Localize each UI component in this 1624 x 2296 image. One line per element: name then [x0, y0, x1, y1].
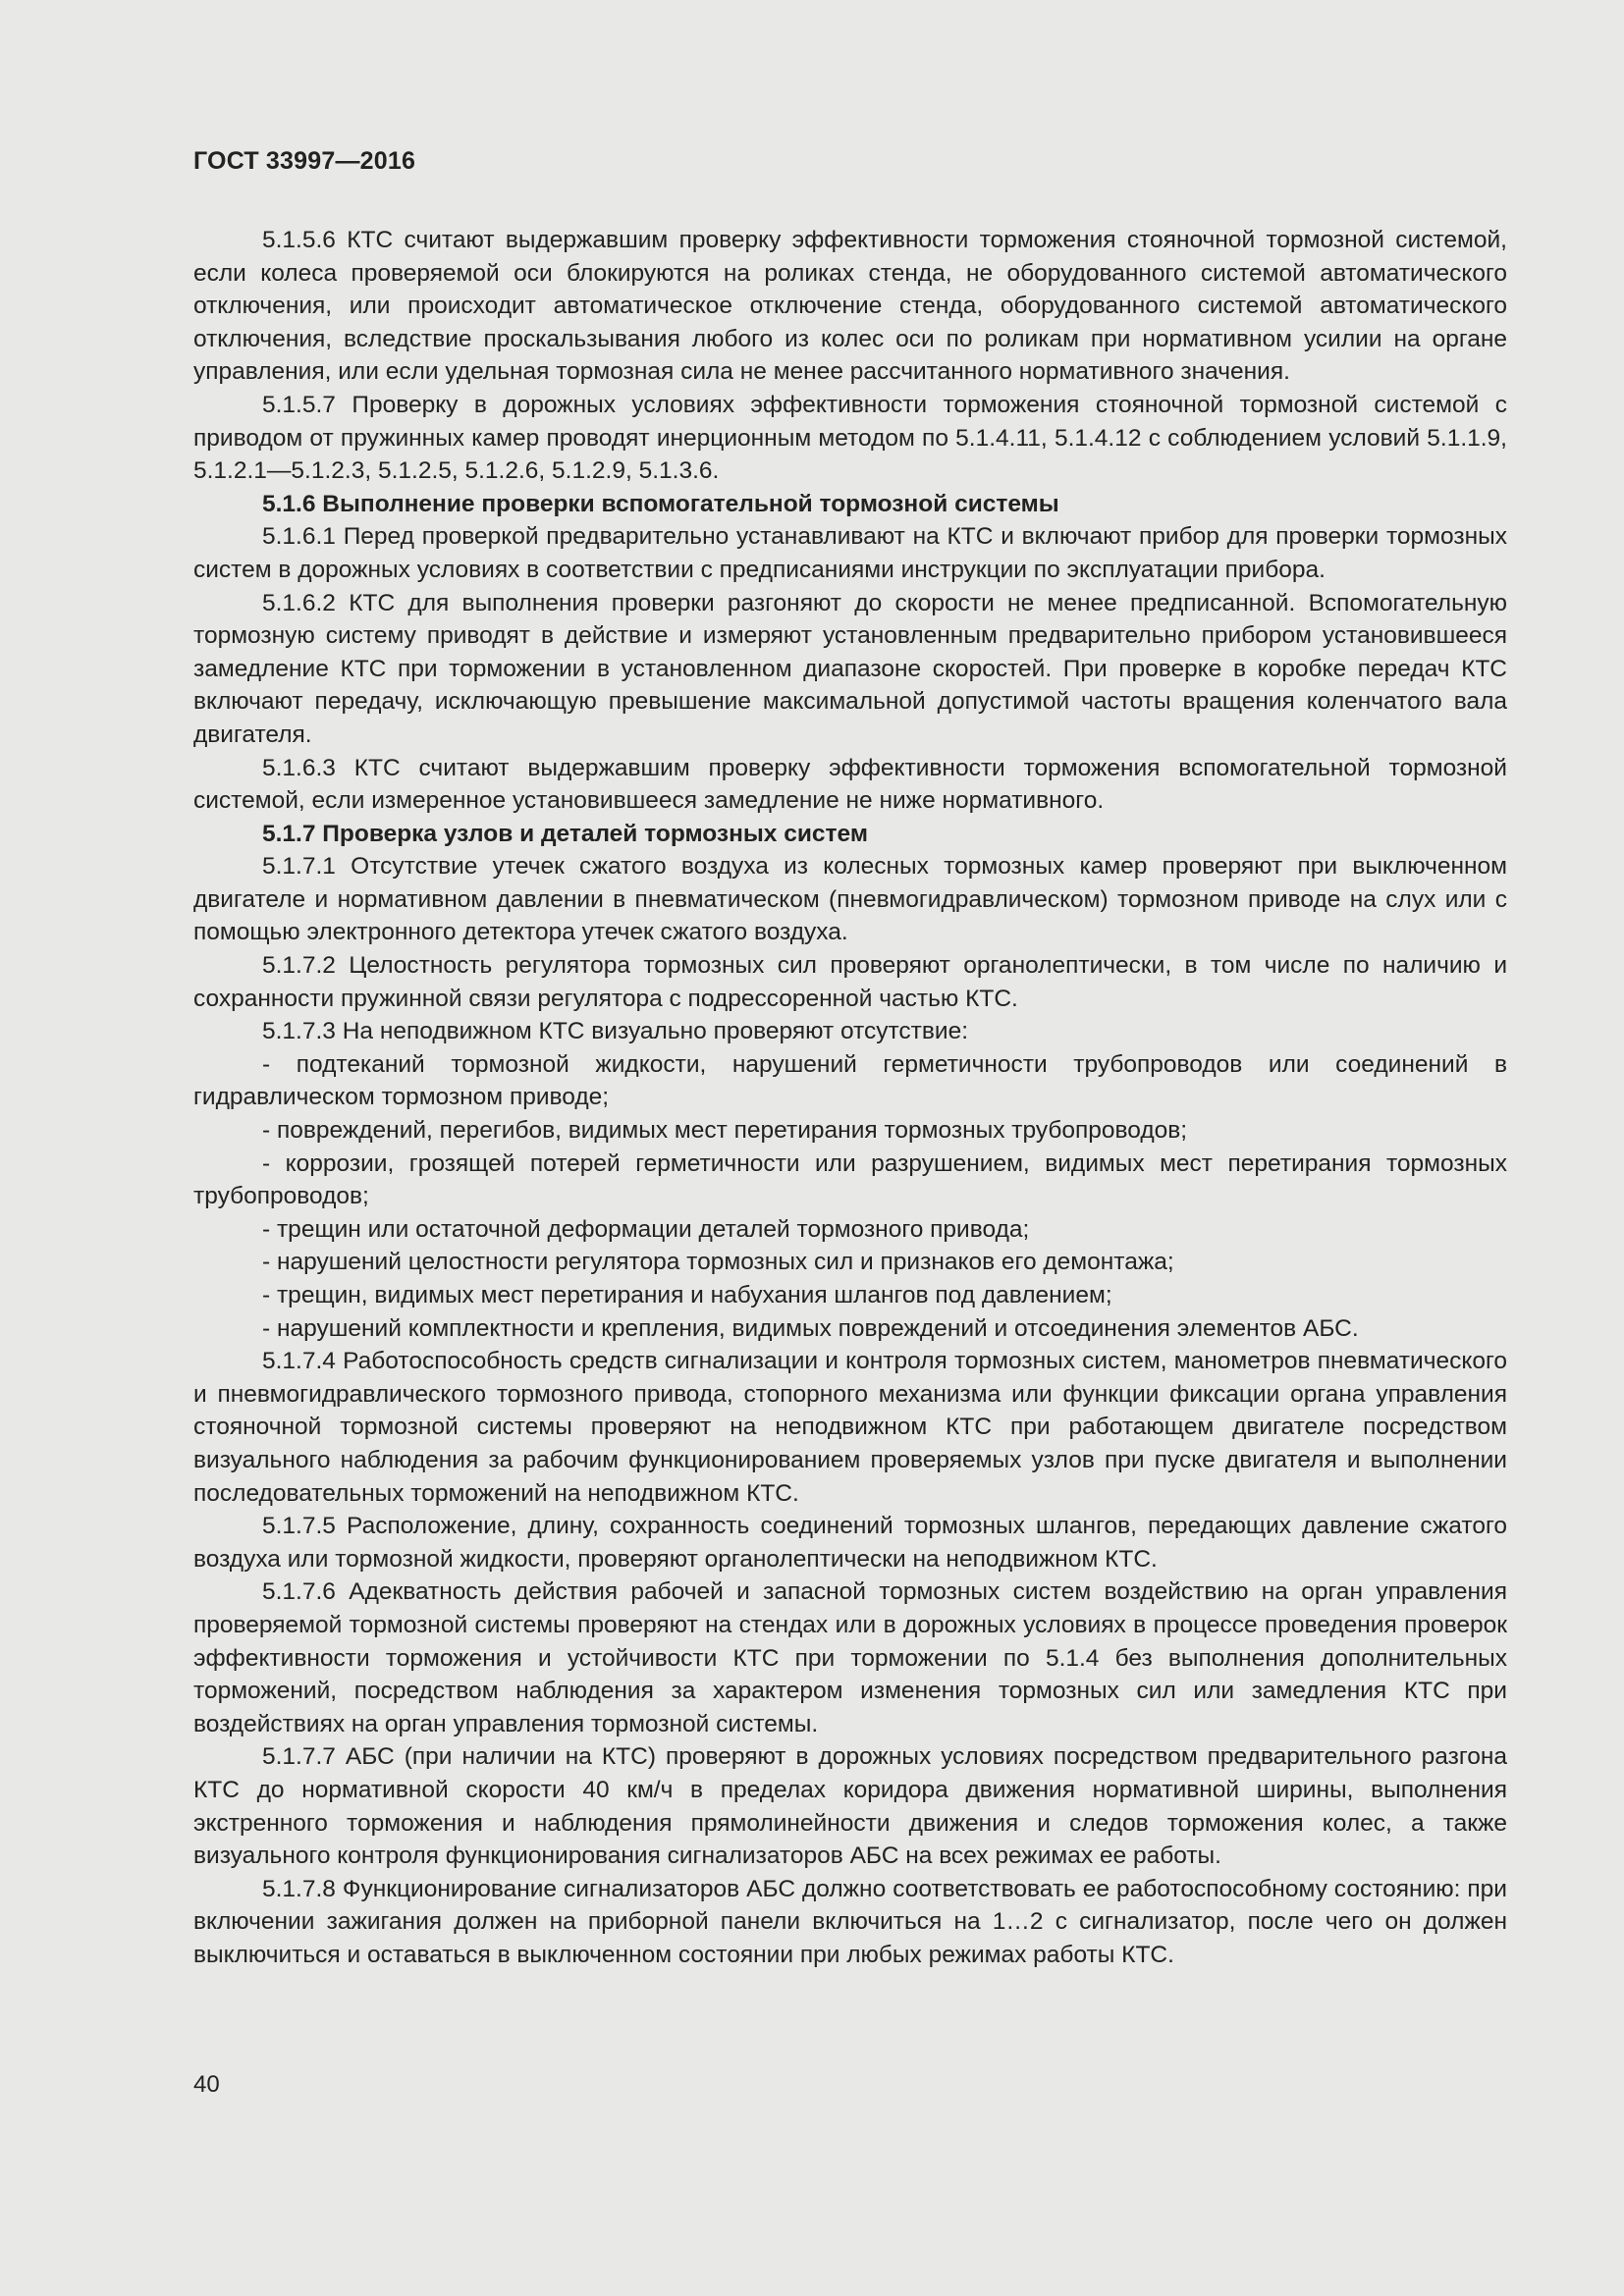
- section-heading-5-1-6: 5.1.6 Выполнение проверки вспомогательной тормозной системы: [262, 490, 1059, 517]
- paragraph-5-1-5-7: 5.1.5.7 Проверку в дорожных условиях эффективности торможения стояночной тормозной системой с приводом от пружинных камер проводят инерционным методом по 5.1.4.11, 5.1.4.12 с соблюдением условий 5.1.1.9, 5.1.2.1—5.1.2.3, 5.1.2.5, 5.1.2.6, 5.1.2.9, 5.1.3.6.: [193, 391, 1507, 485]
- document-body: [193, 224, 1507, 1971]
- paragraph-5-1-7-7: 5.1.7.7 АБС (при наличии на КТС) проверяют в дорожных условиях посредством предварительного разгона КТС до нормативной скорости 40 км/ч в пределах коридора движения нормативной ширины, выполнения экстренного торможения и наблюдения прямолинейности движения и следов торможения колес, а также визуального контроля функционирования сигнализаторов АБС на всех режимах ее работы.: [193, 1743, 1507, 1870]
- list-item: - трещин, видимых мест перетирания и набухания шлангов под давлением;: [262, 1282, 1112, 1308]
- list-item: - повреждений, перегибов, видимых мест перетирания тормозных трубопроводов;: [262, 1117, 1188, 1145]
- paragraph-5-1-7-8: 5.1.7.8 Функционирование сигнализаторов АБС должно соответствовать ее работоспособному состоянию: при включении зажигания должен на приборной панели включиться на 1…2 с сигнализатор, после чего он должен выключиться и оставаться в выключенном состоянии при любых режимах работы КТС.: [193, 1875, 1507, 1968]
- paragraph-5-1-7-3: 5.1.7.3 На неподвижном КТС визуально проверяют отсутствие:: [262, 1018, 969, 1045]
- document-header: ГОСТ 33997—2016: [193, 147, 416, 175]
- list-item: - коррозии, грозящей потерей герметичности или разрушением, видимых мест перетирания тормозных трубопроводов;: [193, 1149, 1507, 1210]
- paragraph-5-1-6-3: 5.1.6.3 КТС считают выдержавшим проверку эффективности торможения вспомогательной тормозной системой, если измеренное установившееся замедление не ниже нормативного.: [193, 754, 1507, 815]
- list-item: - нарушений целостности регулятора тормозных сил и признаков его демонтажа;: [262, 1249, 1174, 1276]
- paragraph-5-1-6-1: 5.1.6.1 Перед проверкой предварительно устанавливают на КТС и включают прибор для проверки тормозных систем в дорожных условиях в соответствии с предписаниями инструкции по эксплуатации прибора.: [193, 523, 1507, 583]
- list-item: - трещин или остаточной деформации деталей тормозного привода;: [262, 1215, 1030, 1243]
- section-heading-5-1-7: 5.1.7 Проверка узлов и деталей тормозных систем: [262, 820, 868, 847]
- paragraph-5-1-7-2: 5.1.7.2 Целостность регулятора тормозных сил проверяют органолептически, в том числе по наличию и сохранности пружинной связи регулятора с подрессоренной частью КТС.: [193, 952, 1507, 1012]
- list-item: - нарушений комплектности и крепления, видимых повреждений и отсоединения элементов АБС.: [262, 1314, 1359, 1342]
- paragraph-5-1-5-6: 5.1.5.6 КТС считают выдержавшим проверку эффективности торможения стояночной тормозной системой, если колеса проверяемой оси блокируются на роликах стенда, не оборудованного системой автоматического отключения, или происходит автоматическое отключение стенда, оборудованного системой автоматического отключения, вследствие проскальзывания любого из колес оси по роликам при нормативном усилии на органе управления, или если удельная тормозная сила не менее рассчитанного нормативного значения.: [193, 227, 1507, 386]
- page-number: 40: [193, 2071, 220, 2098]
- paragraph-5-1-7-5: 5.1.7.5 Расположение, длину, сохранность соединений тормозных шлангов, передающих давление сжатого воздуха или тормозной жидкости, проверяют органолептически на неподвижном КТС.: [193, 1513, 1507, 1573]
- paragraph-5-1-7-1: 5.1.7.1 Отсутствие утечек сжатого воздуха из колесных тормозных камер проверяют при выключенном двигателе и нормативном давлении в пневматическом (пневмогидравлическом) тормозном приводе на слух или с помощью электронного детектора утечек сжатого воздуха.: [193, 853, 1507, 946]
- list-item: - подтеканий тормозной жидкости, нарушений герметичности трубопроводов или соединений в гидравлическом тормозном приводе;: [193, 1050, 1507, 1111]
- paragraph-5-1-6-2: 5.1.6.2 КТС для выполнения проверки разгоняют до скорости не менее предписанной. Вспомогательную тормозную систему приводят в действие и измеряют установленным предварительно прибором установившееся замедление КТС при торможении в установленном диапазоне скоростей. При проверке в коробке передач КТС включают передачу, исключающую превышение максимальной допустимой частоты вращения коленчатого вала двигателя.: [193, 589, 1507, 748]
- paragraph-5-1-7-4: 5.1.7.4 Работоспособность средств сигнализации и контроля тормозных систем, манометров пневматического и пневмогидравлического тормозного привода, стопорного механизма или функции фиксации органа управления стояночной тормозной системы проверяют на неподвижном КТС при работающем двигателе посредством визуального наблюдения за рабочим функционированием проверяемых узлов при пуске двигателя и выполнении последовательных торможений на неподвижном КТС.: [193, 1348, 1507, 1507]
- paragraph-5-1-7-6: 5.1.7.6 Адекватность действия рабочей и запасной тормозных систем воздействию на орган управления проверяемой тормозной системы проверяют на стендах или в дорожных условиях в процессе проведения проверок эффективности торможения и устойчивости КТС при торможении по 5.1.4 без выполнения дополнительных торможений, посредством наблюдения за характером изменения тормозных сил или замедления КТС при воздействиях на орган управления тормозной системы.: [193, 1578, 1507, 1737]
